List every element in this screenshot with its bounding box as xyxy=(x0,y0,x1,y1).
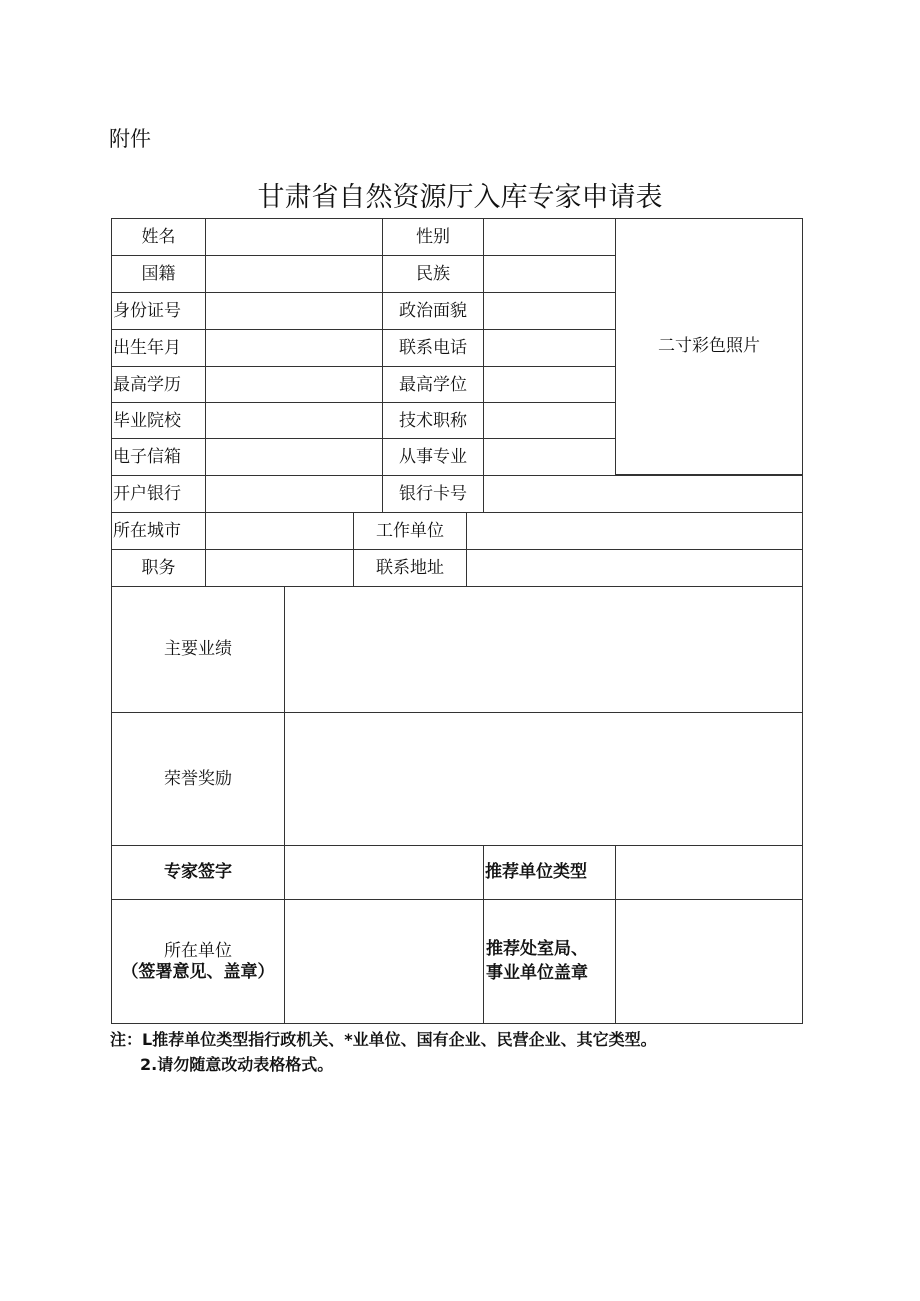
gender-field[interactable] xyxy=(483,218,616,256)
note-1: 注：L推荐单位类型指行政机关、*业单位、国有企业、民营企业、其它类型。 xyxy=(110,1030,657,1049)
political-status-field[interactable] xyxy=(483,292,616,330)
address-field[interactable] xyxy=(466,549,803,587)
position-label: 职务 xyxy=(111,549,206,587)
graduated-school-label: 毕业院校 xyxy=(111,402,206,440)
bank-field[interactable] xyxy=(205,475,383,513)
birth-date-label: 出生年月 xyxy=(111,329,206,367)
note-2: 2.请勿随意改动表格格式。 xyxy=(140,1055,334,1074)
graduated-school-field[interactable] xyxy=(205,402,383,440)
recommend-type-label: 推荐单位类型 xyxy=(483,845,616,900)
email-label: 电子信箱 xyxy=(111,438,206,476)
position-field[interactable] xyxy=(205,549,354,587)
phone-field[interactable] xyxy=(483,329,616,367)
technical-title-label: 技术职称 xyxy=(382,402,484,440)
ethnicity-field[interactable] xyxy=(483,255,616,293)
recommend-stamp-field[interactable] xyxy=(615,899,803,1024)
phone-label: 联系电话 xyxy=(382,329,484,367)
highest-degree-label: 最高学位 xyxy=(382,366,484,404)
highest-education-field[interactable] xyxy=(205,366,383,404)
highest-education-label: 最高学历 xyxy=(111,366,206,404)
work-unit-label: 工作单位 xyxy=(353,512,467,550)
id-number-label: 身份证号 xyxy=(111,292,206,330)
expert-signature-field[interactable] xyxy=(284,845,484,900)
unit-opinion-label-line1: 所在单位 xyxy=(164,941,232,962)
gender-label: 性别 xyxy=(382,218,484,256)
unit-opinion-label-line2: （签署意见、盖章） xyxy=(121,961,275,982)
unit-opinion-label xyxy=(111,899,285,1024)
technical-title-field[interactable] xyxy=(483,402,616,440)
expert-signature-label: 专家签字 xyxy=(111,845,285,900)
unit-opinion-field[interactable] xyxy=(284,899,484,1024)
bank-card-label: 银行卡号 xyxy=(382,475,484,513)
application-form-table xyxy=(111,218,803,1024)
email-field[interactable] xyxy=(205,438,383,476)
nationality-label: 国籍 xyxy=(111,255,206,293)
name-field[interactable] xyxy=(205,218,383,256)
bank-card-field[interactable] xyxy=(483,475,803,513)
achievements-label: 主要业绩 xyxy=(111,586,285,713)
name-label: 姓名 xyxy=(111,218,206,256)
political-status-label: 政治面貌 xyxy=(382,292,484,330)
profession-field[interactable] xyxy=(483,438,616,476)
page-title: 甘肃省自然资源厅入库专家申请表 xyxy=(257,182,663,213)
achievements-field[interactable] xyxy=(284,586,803,713)
honors-label: 荣誉奖励 xyxy=(111,712,285,846)
photo-box[interactable]: 二寸彩色照片 xyxy=(615,218,803,475)
city-label: 所在城市 xyxy=(111,512,206,550)
recommend-stamp-label xyxy=(483,899,616,1024)
recommend-stamp-label-line2: 事业单位盖章 xyxy=(486,962,588,983)
address-label: 联系地址 xyxy=(353,549,467,587)
bank-label: 开户银行 xyxy=(111,475,206,513)
recommend-type-field[interactable] xyxy=(615,845,803,900)
attachment-label: 附件 xyxy=(109,127,151,151)
id-number-field[interactable] xyxy=(205,292,383,330)
highest-degree-field[interactable] xyxy=(483,366,616,404)
birth-date-field[interactable] xyxy=(205,329,383,367)
city-field[interactable] xyxy=(205,512,354,550)
profession-label: 从事专业 xyxy=(382,438,484,476)
ethnicity-label: 民族 xyxy=(382,255,484,293)
nationality-field[interactable] xyxy=(205,255,383,293)
recommend-stamp-label-line1: 推荐处室局、 xyxy=(486,938,588,959)
work-unit-field[interactable] xyxy=(466,512,803,550)
honors-field[interactable] xyxy=(284,712,803,846)
